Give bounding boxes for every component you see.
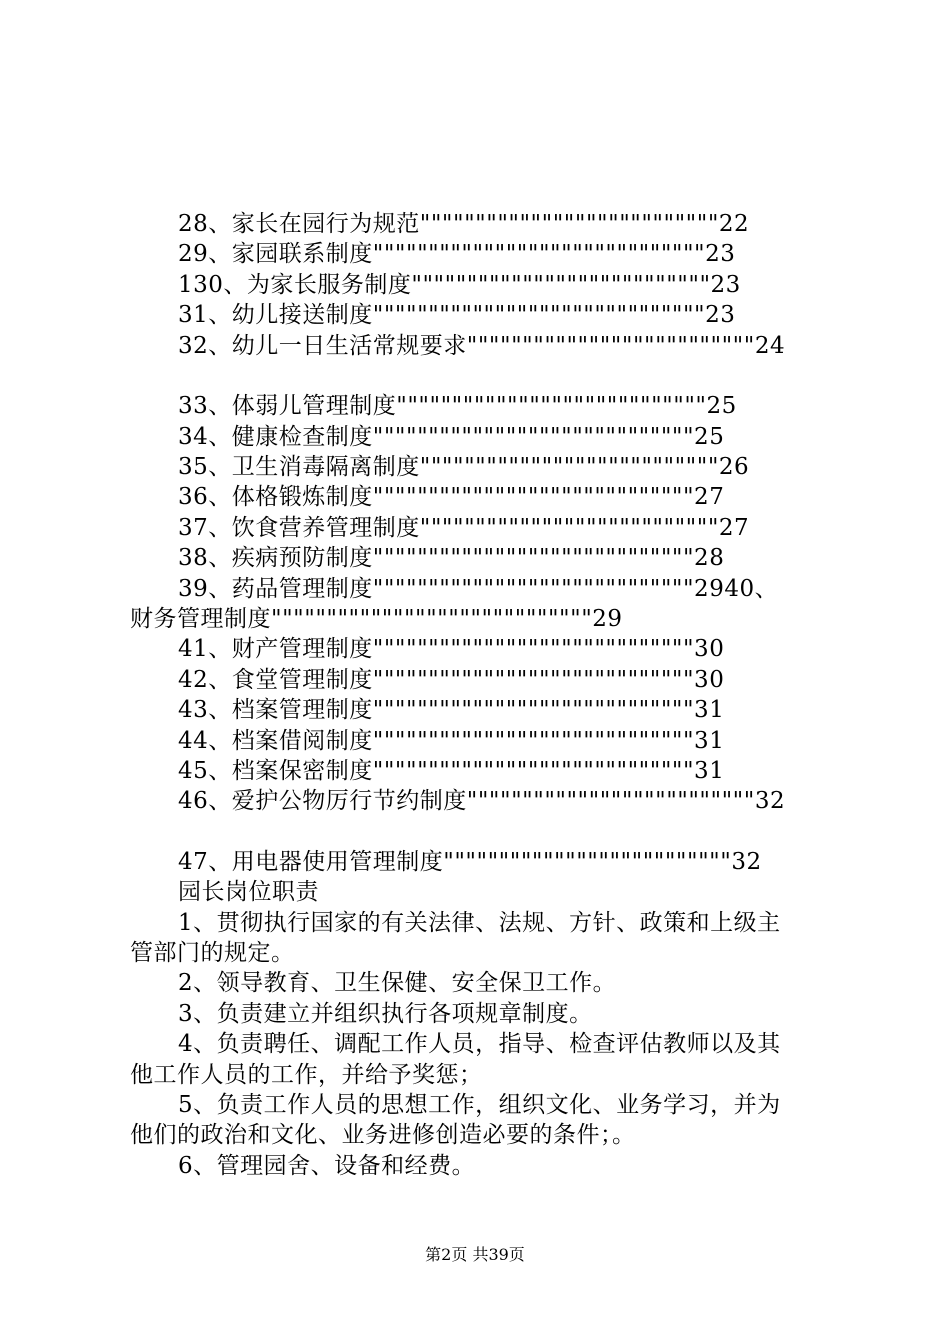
toc-entry-38: 38、疾病预防制度"""""""""""""""""""""""""""""28 bbox=[178, 545, 725, 571]
toc-entry-36: 36、体格锻炼制度"""""""""""""""""""""""""""""27 bbox=[178, 484, 725, 510]
toc-entry-40: 财务管理制度"""""""""""""""""""""""""""""29 bbox=[130, 606, 623, 632]
toc-entry-44: 44、档案借阅制度"""""""""""""""""""""""""""""31 bbox=[178, 728, 725, 754]
toc-entry-39: 39、药品管理制度"""""""""""""""""""""""""""""2940、 bbox=[178, 576, 779, 602]
toc-entry-29: 29、家园联系制度""""""""""""""""""""""""""""""23 bbox=[178, 241, 736, 267]
toc-entry-43: 43、档案管理制度"""""""""""""""""""""""""""""31 bbox=[178, 697, 725, 723]
toc-entry-42: 42、食堂管理制度"""""""""""""""""""""""""""""30 bbox=[178, 667, 725, 693]
duty-5-line-1: 5、负责工作人员的思想工作，组织文化、业务学习，并为 bbox=[178, 1092, 781, 1118]
toc-entry-32: 32、幼儿一日生活常规要求""""""""""""""""""""""""""24 bbox=[178, 333, 786, 359]
toc-entry-34: 34、健康检查制度"""""""""""""""""""""""""""""25 bbox=[178, 424, 725, 450]
duty-3: 3、负责建立并组织执行各项规章制度。 bbox=[178, 1001, 593, 1027]
toc-entry-47: 47、用电器使用管理制度""""""""""""""""""""""""""32 bbox=[178, 849, 762, 875]
toc-entry-33: 33、体弱儿管理制度""""""""""""""""""""""""""""25 bbox=[178, 393, 737, 419]
toc-entry-45: 45、档案保密制度"""""""""""""""""""""""""""""31 bbox=[178, 758, 725, 784]
duty-1-line-1: 1、贯彻执行国家的有关法律、法规、方针、政策和上级主 bbox=[178, 910, 781, 936]
duty-4-line-1: 4、负责聘任、调配工作人员，指导、检查评估教师以及其 bbox=[178, 1031, 781, 1057]
toc-entry-28: 28、家长在园行为规范"""""""""""""""""""""""""""22 bbox=[178, 211, 750, 237]
toc-entry-35: 35、卫生消毒隔离制度"""""""""""""""""""""""""""26 bbox=[178, 454, 750, 480]
toc-entry-41: 41、财产管理制度"""""""""""""""""""""""""""""30 bbox=[178, 636, 725, 662]
toc-entry-30: 130、为家长服务制度"""""""""""""""""""""""""""23 bbox=[178, 272, 741, 298]
toc-entry-31: 31、幼儿接送制度""""""""""""""""""""""""""""""23 bbox=[178, 302, 736, 328]
toc-entry-37: 37、饮食营养管理制度"""""""""""""""""""""""""""27 bbox=[178, 515, 750, 541]
duty-4-line-2: 他工作人员的工作，并给予奖惩； bbox=[130, 1062, 483, 1088]
duty-2: 2、领导教育、卫生保健、安全保卫工作。 bbox=[178, 970, 617, 996]
duty-1-line-2: 管部门的规定。 bbox=[130, 940, 295, 966]
page-footer: 第2页 共39页 bbox=[425, 1245, 525, 1264]
section-title: 园长岗位职责 bbox=[178, 879, 319, 905]
duty-5-line-2: 他们的政治和文化、业务进修创造必要的条件；。 bbox=[130, 1122, 636, 1148]
toc-entry-46: 46、爱护公物厉行节约制度""""""""""""""""""""""""""32 bbox=[178, 788, 786, 814]
duty-6: 6、管理园舍、设备和经费。 bbox=[178, 1153, 476, 1179]
